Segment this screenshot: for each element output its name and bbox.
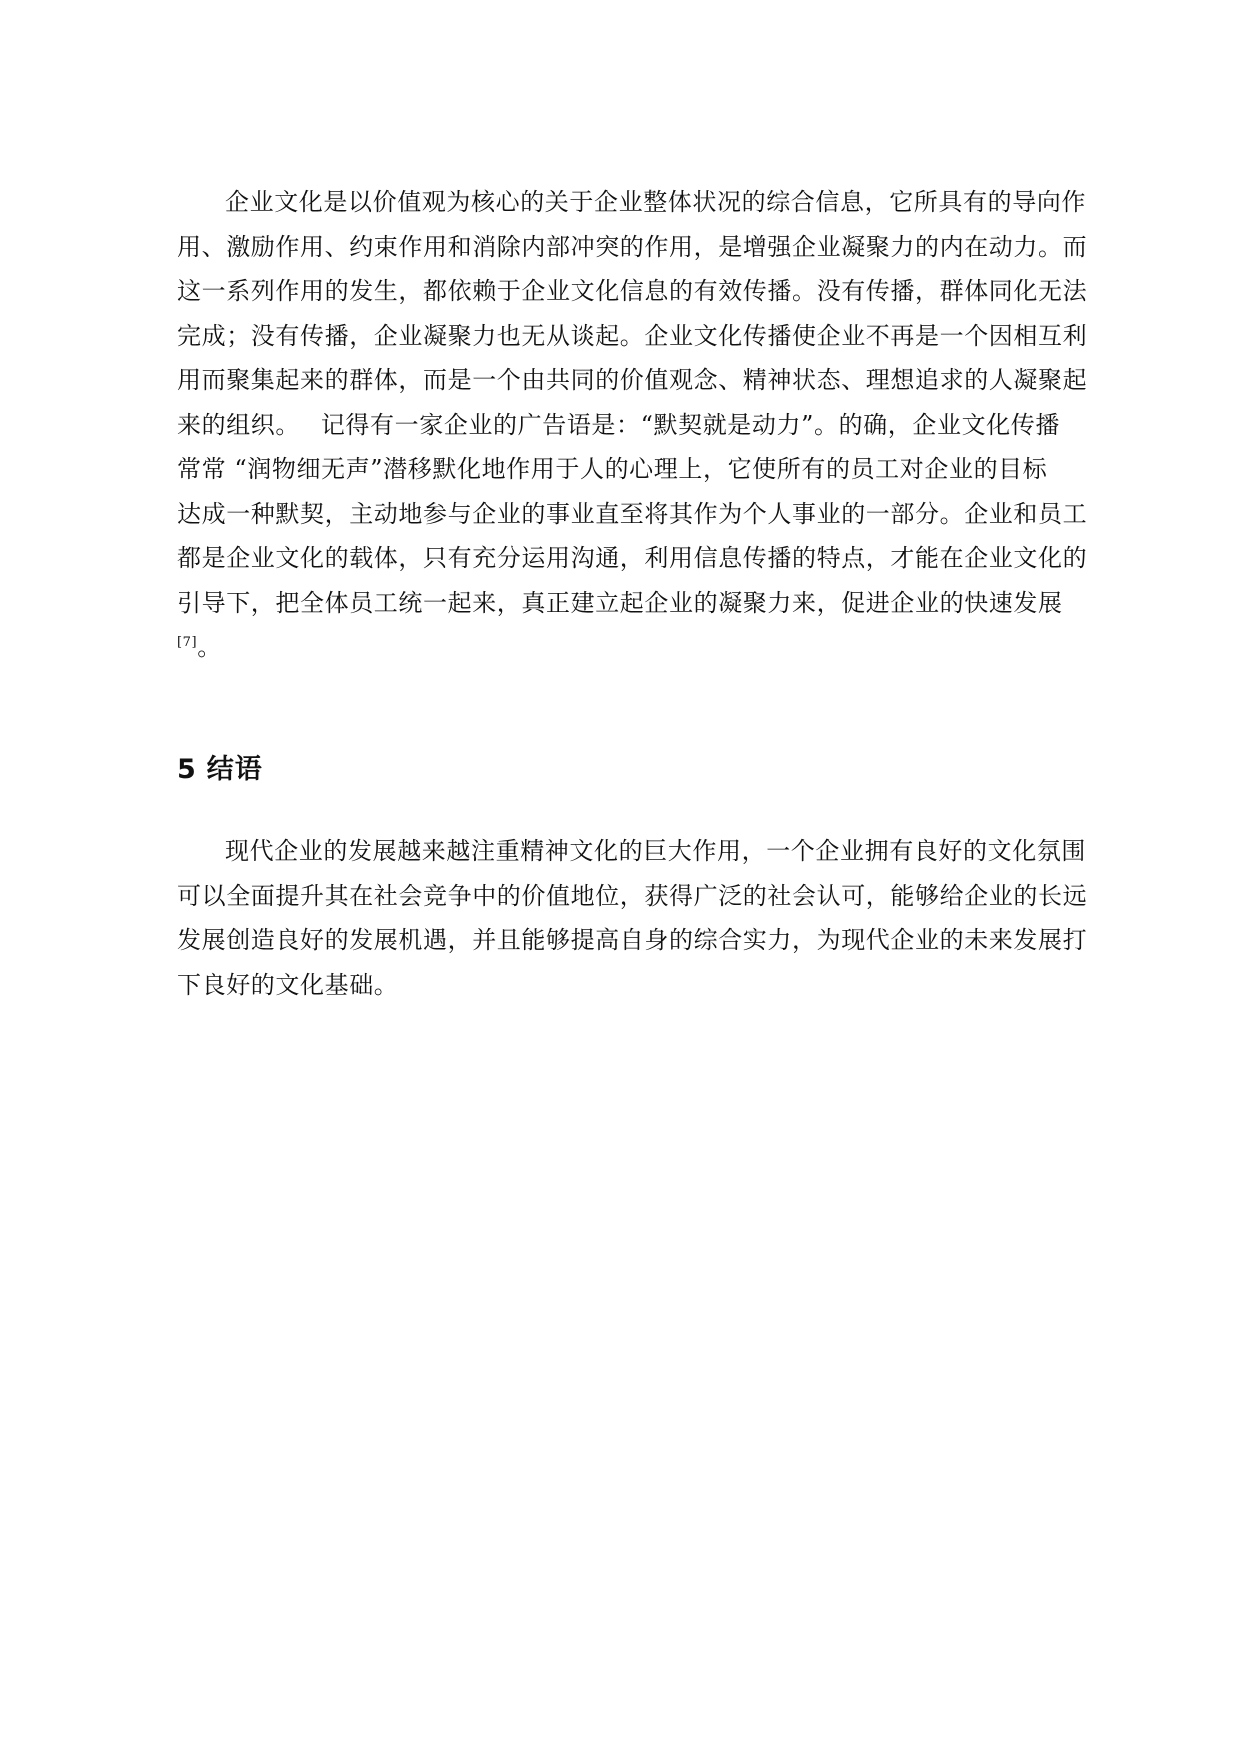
paragraph-line: 常常 “润物细无声”潜移默化地作用于人的心理上，它使所有的员工对企业的目标 (177, 455, 1048, 483)
paragraph-line: 来的组织。 记得有一家企业的广告语是：“默契就是动力”。的确，企业文化传播 (177, 410, 1060, 439)
paragraph-line: 用而聚集起来的群体，而是一个由共同的价值观念、精神状态、理想追求的人凝聚起 (177, 366, 1088, 394)
section-heading (177, 752, 263, 788)
citation-reference: [7] (177, 635, 198, 650)
paragraph-line: 达成一种默契，主动地参与企业的事业直至将其作为个人事业的一部分。企业和员工 (177, 499, 1088, 528)
body-paragraph-conclusion (177, 829, 1087, 1007)
body-paragraph-corporate-culture (177, 180, 1087, 670)
paragraph-line: 都是企业文化的载体，只有充分运用沟通，利用信息传播的特点，才能在企业文化的 (177, 544, 1088, 572)
paragraph-line: 用、激励作用、约束作用和消除内部冲突的作用，是增强企业凝聚力的内在动力。而 (177, 232, 1088, 261)
paragraph-line: 下良好的文化基础。 (177, 970, 399, 999)
section-number: 5 (177, 754, 197, 785)
paragraph-last-line (177, 625, 1087, 670)
paragraph-line: 可以全面提升其在社会竞争中的价值地位，获得广泛的社会认可，能够给企业的长远 (177, 881, 1088, 910)
paragraph-line: 发展创造良好的发展机遇，并且能够提高自身的综合实力，为现代企业的未来发展打 (177, 926, 1088, 954)
paragraph-line: 引导下，把全体员工统一起来，真正建立起企业的凝聚力来，促进企业的快速发展 (177, 588, 1063, 617)
paragraph-line: 企业文化是以价值观为核心的关于企业整体状况的综合信息，它所具有的导向作 (225, 188, 1086, 216)
paragraph-line: 完成；没有传播，企业凝聚力也无从谈起。企业文化传播使企业不再是一个因相互利 (177, 321, 1088, 350)
section-title: 结语 (206, 754, 263, 785)
paragraph-tail: 。 (197, 633, 222, 661)
paragraph-line: 这一系列作用的发生，都依赖于企业文化信息的有效传播。没有传播，群体同化无法 (177, 277, 1088, 305)
paragraph-line: 现代企业的发展越来越注重精神文化的巨大作用，一个企业拥有良好的文化氛围 (225, 837, 1086, 865)
